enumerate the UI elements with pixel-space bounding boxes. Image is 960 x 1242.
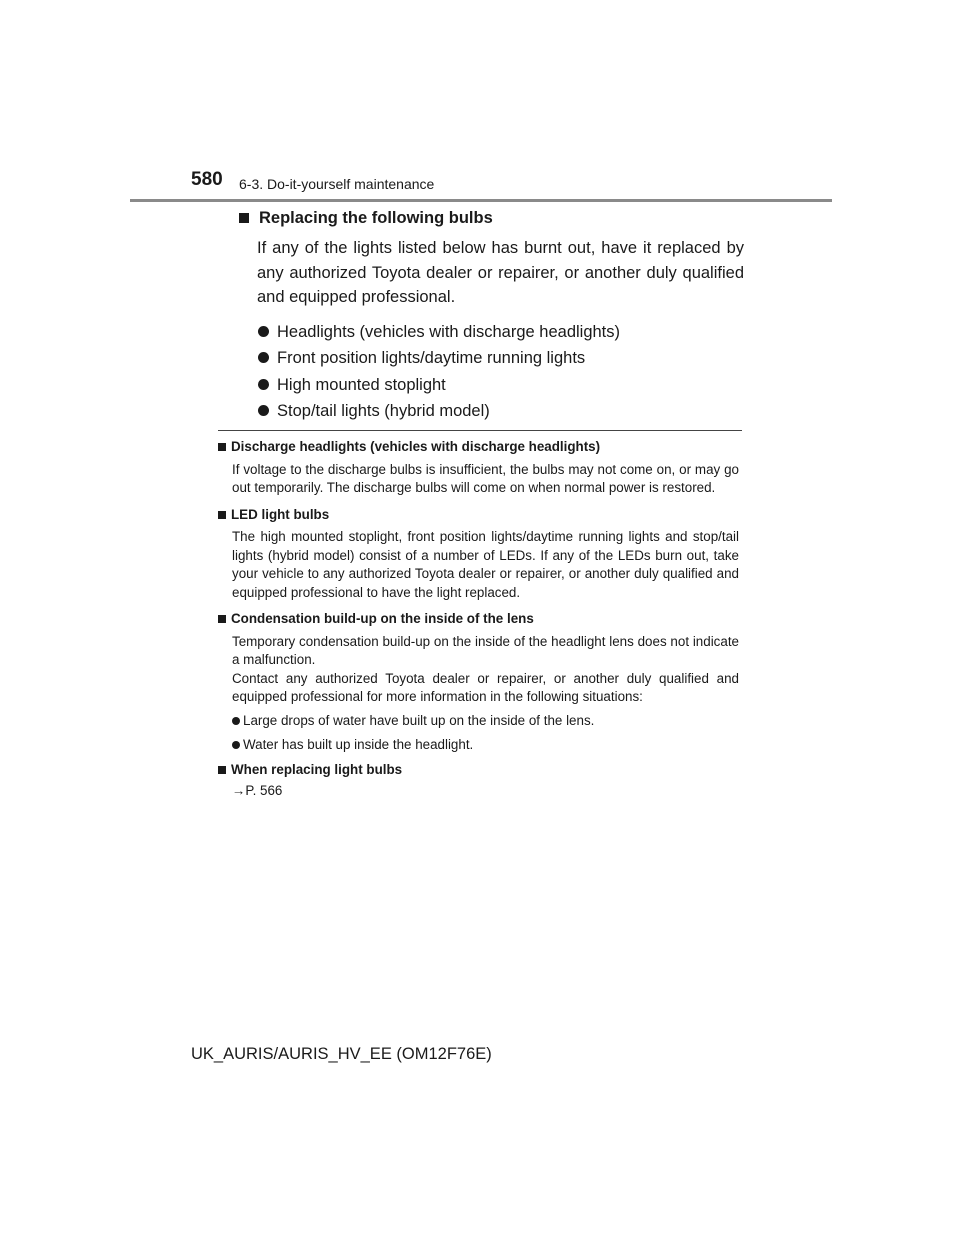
list-item: Stop/tail lights (hybrid model) <box>257 399 744 426</box>
section-heading <box>232 206 744 230</box>
main-section <box>232 206 744 426</box>
bullet-dot-icon <box>258 326 269 337</box>
square-bullet-icon <box>218 615 226 623</box>
note-heading: When replacing light bulbs <box>218 761 739 780</box>
square-bullet-icon <box>218 511 226 519</box>
note-heading: Discharge headlights (vehicles with discharge headlights) <box>218 438 739 457</box>
notes-divider <box>218 430 742 431</box>
footer-code: UK_AURIS/AURIS_HV_EE (OM12F76E) <box>191 1045 492 1063</box>
square-bullet-icon <box>218 766 226 774</box>
heading-text: Replacing the following bulbs <box>259 209 493 227</box>
note-text: Contact any authorized Toyota dealer or repairer, or another duly qualified and equipped professional for more information in the following situations: <box>232 670 739 704</box>
list-item: Large drops of water have built up on the inside of the lens. <box>232 712 739 731</box>
section-title: 6-3. Do-it-yourself maintenance <box>239 176 435 192</box>
note-text: Temporary condensation build-up on the inside of the headlight lens does not indicate a malfunction. <box>232 633 739 667</box>
square-bullet-icon <box>218 443 226 451</box>
list-item: Front position lights/daytime running lights <box>257 346 744 373</box>
note-text: If voltage to the discharge bulbs is insufficient, the bulbs may not come on, or may go out temporarily. The discharge bulbs will come on when normal power is restored. <box>232 461 739 495</box>
note-list <box>232 712 739 755</box>
bullet-dot-icon <box>258 379 269 390</box>
bullet-dot-icon <box>232 717 240 725</box>
notes-section <box>218 438 739 801</box>
note-text: The high mounted stoplight, front position lights/daytime running lights and stop/tail lights (hybrid model) consist of a number of LEDs. If any of the LEDs burn out, take your vehicle to any authorized Toyota dealer or repairer, or another duly qualified and equipped professional to have the light replaced. <box>232 529 739 600</box>
bullet-dot-icon <box>258 405 269 416</box>
note-heading: LED light bulbs <box>218 506 739 525</box>
note-heading: Condensation build-up on the inside of the lens <box>218 610 739 629</box>
page-number: 580 <box>191 169 223 190</box>
main-paragraph: If any of the lights listed below has burnt out, have it replaced by any authorized Toyota dealer or repairer, or another duly qualified and equipped professional. <box>257 239 744 306</box>
header-divider <box>130 199 832 202</box>
page-reference-link[interactable]: →P. 566 <box>232 783 283 798</box>
bullet-dot-icon <box>232 741 240 749</box>
bulb-list <box>257 320 744 426</box>
bullet-dot-icon <box>258 352 269 363</box>
list-item: Headlights (vehicles with discharge headlights) <box>257 320 744 347</box>
square-bullet-icon <box>239 213 249 223</box>
list-item: High mounted stoplight <box>257 373 744 400</box>
list-item: Water has built up inside the headlight. <box>232 736 739 755</box>
